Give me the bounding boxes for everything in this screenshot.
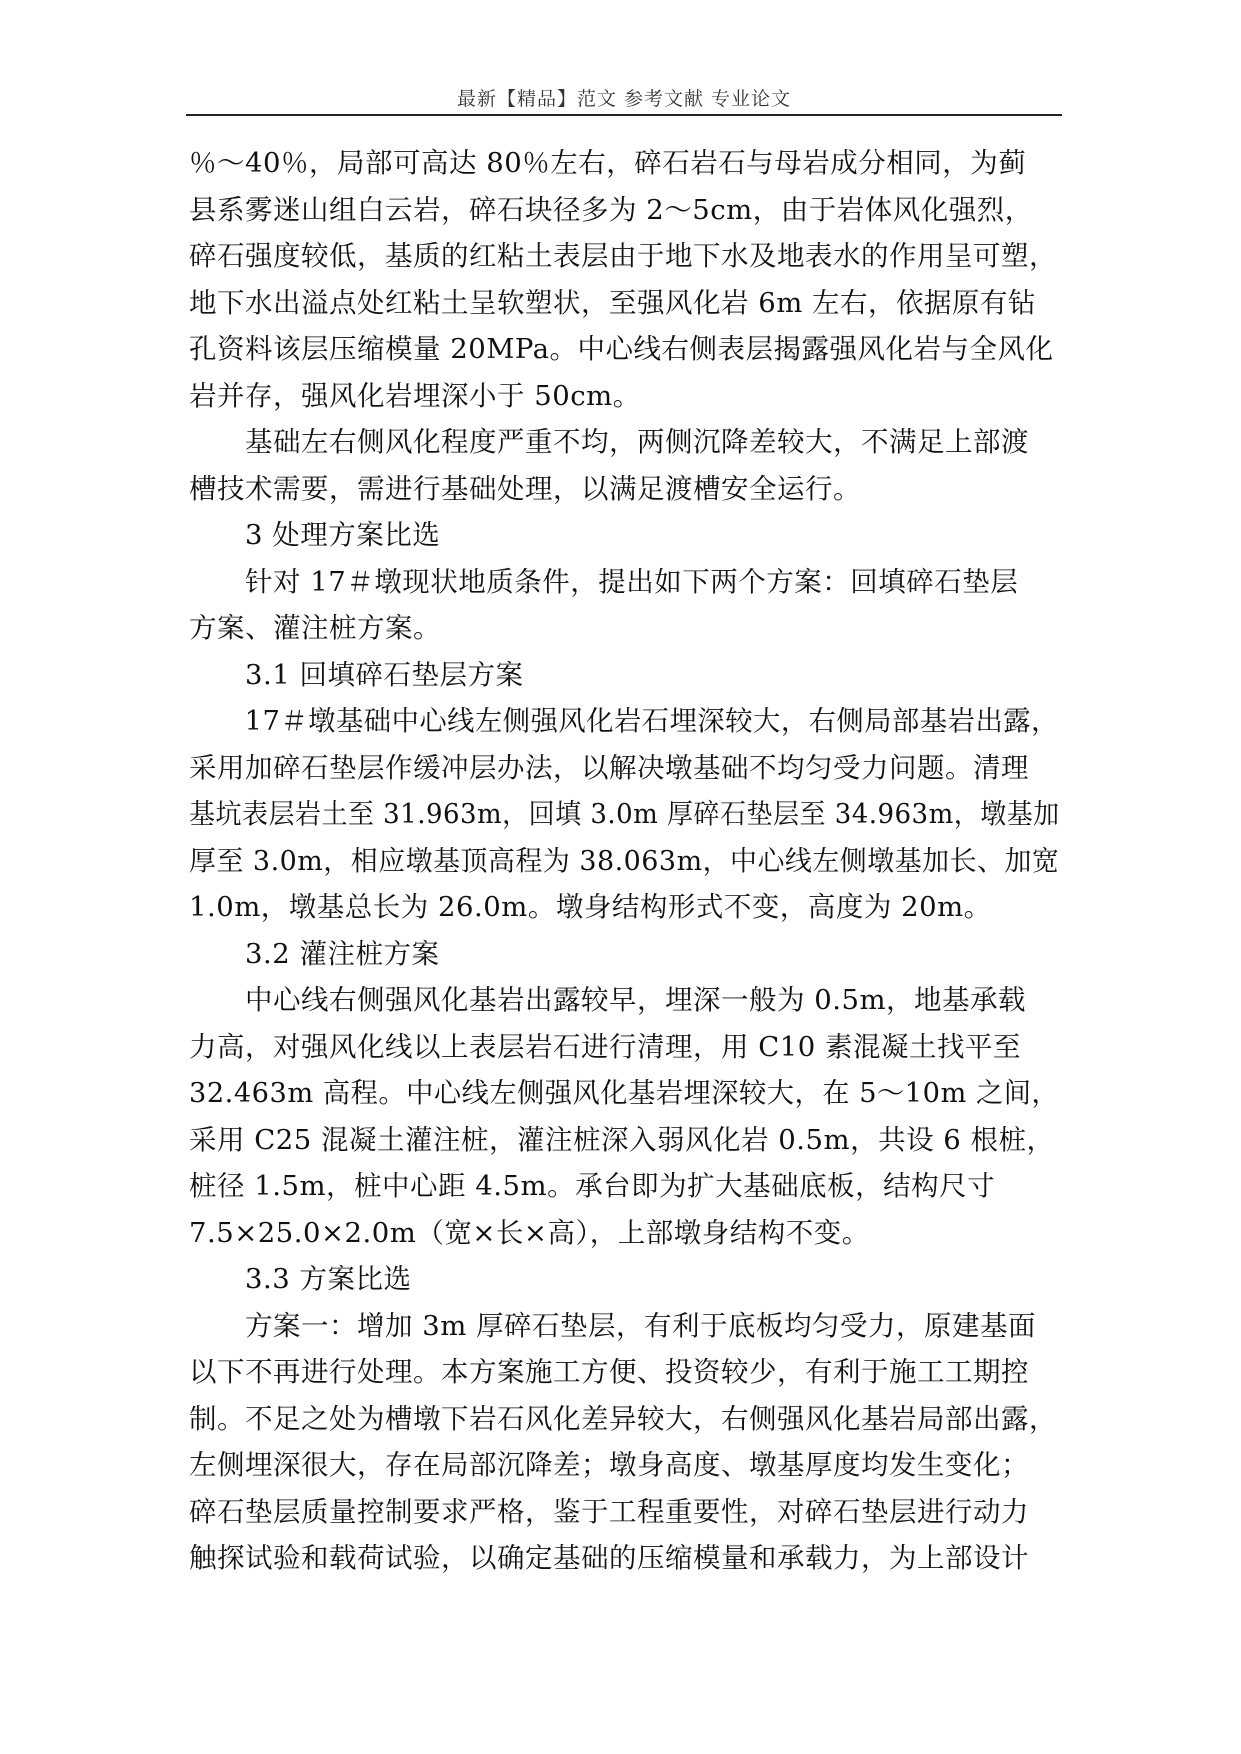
text-line: 厚至 3.0m，相应墩基顶高程为 38.063m，中心线左侧墩基加长、加宽	[189, 844, 1060, 877]
section-heading: 3 处理方案比选	[245, 519, 441, 551]
text-line: 针对 17＃墩现状地质条件，提出如下两个方案：回填碎石垫层	[245, 565, 1019, 598]
text-line: 方案一：增加 3m 厚碎石垫层，有利于底板均匀受力，原建基面	[245, 1309, 1037, 1342]
text-line: ％～40％，局部可高达 80％左右，碎石岩石与母岩成分相同，为蓟	[189, 147, 1027, 179]
text-line: 岩并存，强风化岩埋深小于 50cm。	[189, 379, 641, 412]
text-line: 县系雾迷山组白云岩，碎石块径多为 2～5cm，由于岩体风化强烈，	[189, 193, 1033, 226]
text-line: 32.463m 高程。中心线左侧强风化基岩埋深较大，在 5～10m 之间，	[189, 1077, 1060, 1109]
text-line: 碎石强度较低，基质的红粘土表层由于地下水及地表水的作用呈可塑，	[189, 240, 1057, 272]
text-line: 碎石垫层质量控制要求严格，鉴于工程重要性，对碎石垫层进行动力	[189, 1495, 1029, 1528]
text-line: 制。不足之处为槽墩下岩石风化差异较大，右侧强风化基岩局部出露，	[189, 1402, 1057, 1435]
subsection-heading: 3.1 回填碎石垫层方案	[245, 658, 524, 691]
text-line: 1.0m，墩基总长为 26.0m。墩身结构形式不变，高度为 20m。	[189, 891, 992, 923]
body-text	[189, 140, 1059, 1582]
subsection-heading: 3.3 方案比选	[245, 1263, 412, 1295]
text-line: 孔资料该层压缩模量 20MPa。中心线右侧表层揭露强风化岩与全风化	[189, 333, 1054, 365]
text-line: 力高，对强风化线以上表层岩石进行清理，用 C10 素混凝土找平至	[189, 1030, 1022, 1063]
text-line: 以下不再进行处理。本方案施工方便、投资较少，有利于施工工期控	[189, 1356, 1029, 1388]
text-line: 中心线右侧强风化基岩出露较早，埋深一般为 0.5m，地基承载	[245, 984, 1027, 1016]
text-line: 基坑表层岩土至 31.963m，回填 3.0m 厚碎石垫层至 34.963m，墩基加	[189, 798, 1060, 830]
text-line: 采用加碎石垫层作缓冲层办法，以解决墩基础不均匀受力问题。清理	[189, 751, 1029, 784]
text-line: 地下水出溢点处红粘土呈软塑状，至强风化岩 6m 左右，依据原有钻	[189, 286, 1037, 319]
text-line: 槽技术需要，需进行基础处理，以满足渡槽安全运行。	[189, 472, 861, 505]
text-line: 17＃墩基础中心线左侧强风化岩石埋深较大，右侧局部基岩出露，	[244, 705, 1059, 737]
text-line: 采用 C25 混凝土灌注桩，灌注桩深入弱风化岩 0.5m，共设 6 根桩，	[189, 1123, 1055, 1156]
page-header: 最新【精品】范文 参考文献 专业论文	[456, 88, 792, 110]
text-line: 7.5×25.0×2.0m（宽×长×高），上部墩身结构不变。	[189, 1216, 870, 1249]
subsection-heading: 3.2 灌注桩方案	[245, 937, 440, 970]
text-line: 桩径 1.5m，桩中心距 4.5m。承台即为扩大基础底板，结构尺寸	[189, 1170, 996, 1202]
text-line: 左侧埋深很大，存在局部沉降差；墩身高度、墩基厚度均发生变化；	[189, 1449, 1029, 1481]
text-line: 方案、灌注桩方案。	[189, 612, 441, 644]
text-line: 触探试验和载荷试验，以确定基础的压缩模量和承载力，为上部设计	[189, 1542, 1029, 1574]
header-divider	[186, 114, 1062, 116]
text-line: 基础左右侧风化程度严重不均，两侧沉降差较大，不满足上部渡	[245, 426, 1029, 458]
